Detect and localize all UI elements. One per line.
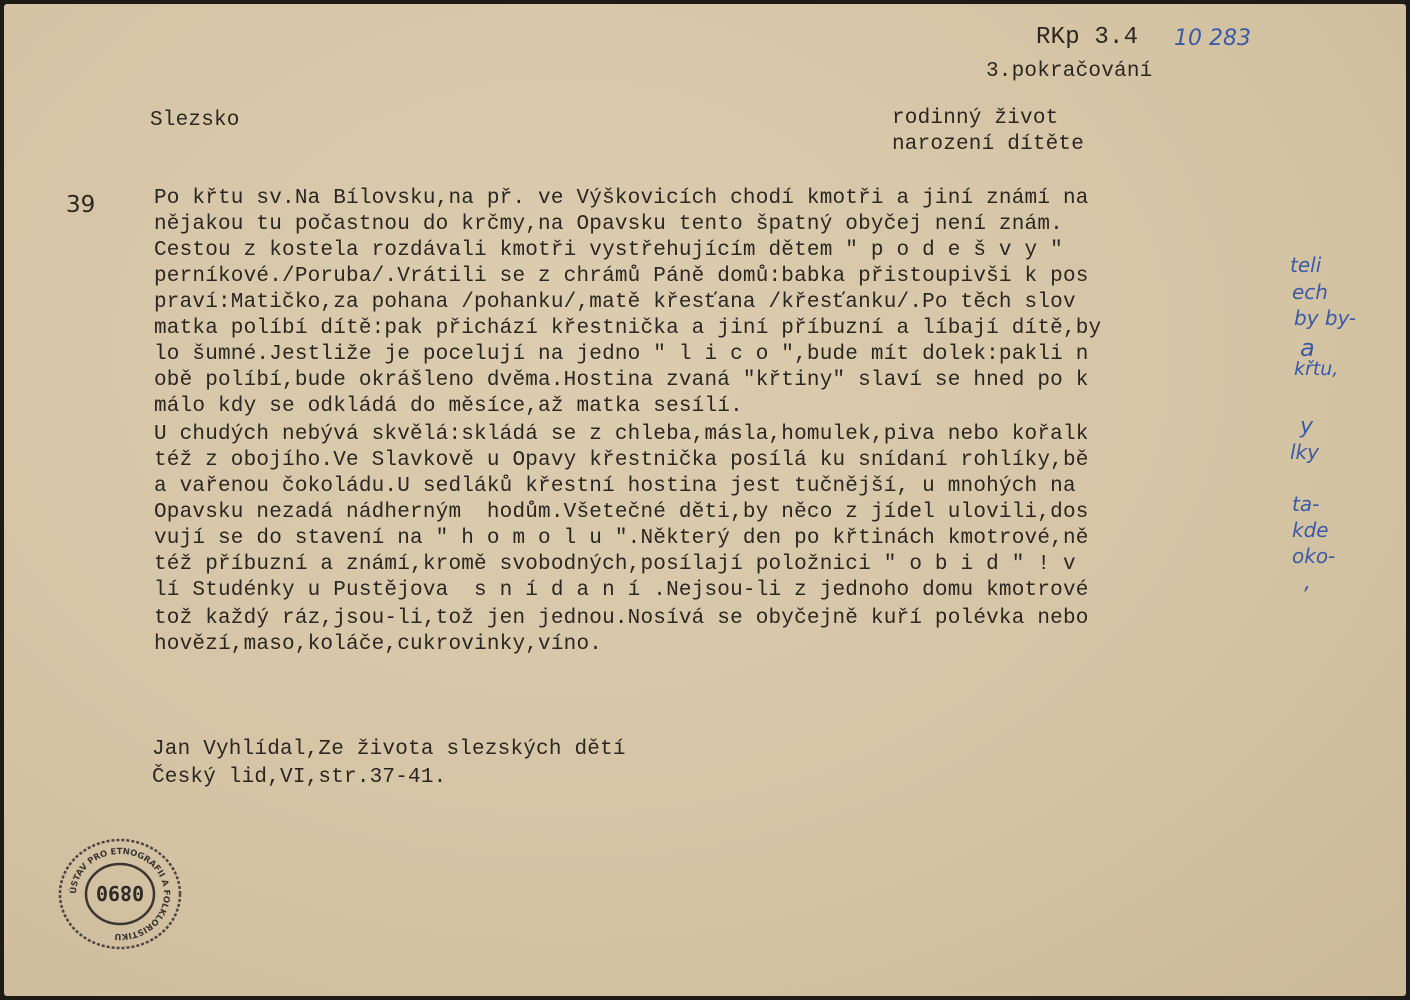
text-line: a vařenou čokoládu.U sedláků křestní hostina jest tučnější, u mnohých na — [154, 475, 1076, 498]
margin-note: křtu, — [1294, 358, 1339, 380]
margin-note: by by- — [1294, 306, 1356, 330]
text-line: lo šumné.Jestliže je pocelují na jedno " l i c o ",bude mít dolek:pakli n — [154, 343, 1089, 366]
region-label: Slezsko — [150, 109, 240, 132]
continuation-label: 3.pokračování — [986, 60, 1153, 83]
stamp-ring-text: ÚSTAV PRO ETNOGRAFII A FOLKLORISTIKU — [68, 846, 172, 942]
text-line: tož každý ráz,jsou-li,tož jen jednou.Nosívá se obyčejně kuří polévka nebo — [154, 607, 1089, 630]
margin-note: y — [1300, 414, 1314, 439]
margin-note: a — [1300, 334, 1315, 362]
text-line: hovězí,maso,koláče,cukrovinky,víno. — [154, 633, 603, 656]
text-line: též z obojího.Ve Slavkově u Opavy křestnička posílá ku snídaní rohlíky,bě — [154, 449, 1089, 472]
text-line: U chudých nebývá skvělá:skládá se z chleba,másla,homulek,piva nebo kořalk — [154, 423, 1089, 446]
topic-1: rodinný život — [892, 107, 1059, 130]
text-line: perníkové./Poruba/.Vrátili se z chrámů Páně domů:babka přistoupivši k pos — [154, 265, 1089, 288]
text-line: Po křtu sv.Na Bílovsku,na př. ve Výškovicích chodí kmotři a jiní známí na — [154, 187, 1089, 210]
text-line: vují se do stavení na " h o m o l u ".Některý den po křtinách kmotrové,ně — [154, 527, 1089, 550]
text-line: málo kdy se odkládá do měsíce,až matka sesílí. — [154, 395, 743, 418]
signature-handwritten: 10 283 — [1174, 26, 1251, 51]
margin-note: kde — [1292, 518, 1329, 542]
margin-note: ta- — [1292, 492, 1320, 516]
margin-note: lky — [1290, 440, 1319, 464]
archive-card — [4, 4, 1406, 996]
source-publication: Český lid,VI,str.37-41. — [152, 766, 447, 789]
margin-note: ech — [1292, 280, 1328, 304]
source-author-title: Jan Vyhlídal,Ze života slezských dětí — [152, 738, 626, 761]
text-line: též příbuzní a známí,kromě svobodných,posílají položnici " o b i d " ! v — [154, 553, 1076, 576]
text-line: matka políbí dítě:pak přichází křestnička a jiní příbuzní a líbají dítě,by — [154, 317, 1102, 340]
entry-number: 39 — [66, 192, 96, 218]
margin-note: teli — [1290, 253, 1322, 277]
signature: RKp 3.4 — [1036, 24, 1139, 51]
text-line: Cestou z kostela rozdávali kmotři vystřehujícím dětem " p o d e š v y " — [154, 239, 1063, 262]
text-line: nějakou tu počastnou do krčmy,na Opavsku tento špatný obyčej není znám. — [154, 213, 1063, 236]
margin-note: , — [1304, 570, 1311, 595]
text-line: obě políbí,bude okrášleno dvěma.Hostina zvaná "křtiny" slaví se hned po k — [154, 369, 1089, 392]
text-line: lí Studénky u Pustějova s n í d a n í .Nejsou-li z jednoho domu kmotrové — [154, 579, 1089, 602]
stamp-number: 0890 — [95, 881, 145, 905]
topic-2: narození dítěte — [892, 133, 1085, 156]
margin-note: oko- — [1292, 544, 1336, 568]
text-line: praví:Matičko,za pohana /pohanku/,matě křesťana /křesťanku/.Po těch slov — [154, 291, 1076, 314]
institution-stamp — [54, 836, 186, 952]
text-line: Opavsku nezadá nádherným hodům.Všetečné děti,by něco z jídel ulovili,dos — [154, 501, 1089, 524]
